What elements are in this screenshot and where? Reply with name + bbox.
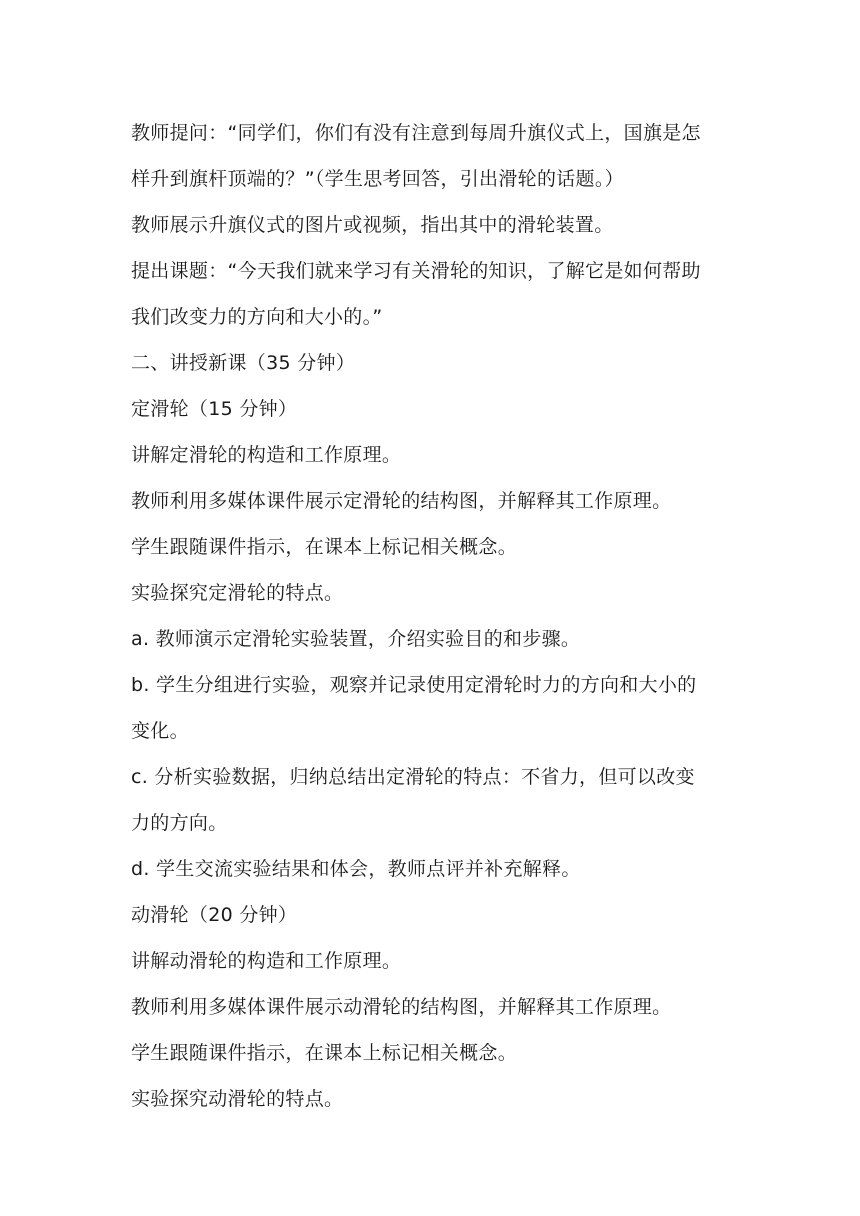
- intro-question-line-2: 样升到旗杆顶端的？”（学生思考回答，引出滑轮的话题。）: [131, 168, 624, 190]
- subheading-fixed-pulley: 定滑轮（15 分钟）: [131, 398, 298, 420]
- document-page: [131, 110, 736, 1122]
- fixed-pulley-step-b-line-1: b. 学生分组进行实验，观察并记录使用定滑轮时力的方向和大小的: [131, 674, 697, 696]
- fixed-pulley-experiment: 实验探究定滑轮的特点。: [131, 582, 344, 604]
- fixed-pulley-step-b-line-2: 变化。: [131, 720, 189, 742]
- fixed-pulley-step-c-line-1: c. 分析实验数据，归纳总结出定滑轮的特点：不省力，但可以改变: [131, 766, 695, 788]
- movable-pulley-explain: 讲解动滑轮的构造和工作原理。: [131, 950, 402, 972]
- movable-pulley-experiment: 实验探究动滑轮的特点。: [131, 1088, 344, 1110]
- movable-pulley-multimedia: 教师利用多媒体课件展示动滑轮的结构图，并解释其工作原理。: [131, 996, 672, 1018]
- fixed-pulley-step-d: d. 学生交流实验结果和体会，教师点评并补充解释。: [131, 858, 581, 880]
- movable-pulley-mark-concepts: 学生跟随课件指示，在课本上标记相关概念。: [131, 1042, 518, 1064]
- fixed-pulley-step-c-line-2: 力的方向。: [131, 812, 228, 834]
- fixed-pulley-multimedia: 教师利用多媒体课件展示定滑轮的结构图，并解释其工作原理。: [131, 490, 672, 512]
- topic-intro-line-1: 提出课题：“今天我们就来学习有关滑轮的知识，了解它是如何帮助: [131, 260, 701, 282]
- fixed-pulley-mark-concepts: 学生跟随课件指示，在课本上标记相关概念。: [131, 536, 518, 558]
- subheading-movable-pulley: 动滑轮（20 分钟）: [131, 904, 298, 926]
- intro-question-line-1: 教师提问：“同学们，你们有没有注意到每周升旗仪式上，国旗是怎: [131, 122, 701, 144]
- intro-show-media: 教师展示升旗仪式的图片或视频，指出其中的滑轮装置。: [131, 214, 614, 236]
- topic-intro-line-2: 我们改变力的方向和大小的。”: [131, 306, 383, 328]
- section-heading-new-lesson: 二、讲授新课（35 分钟）: [131, 352, 356, 374]
- fixed-pulley-step-a: a. 教师演示定滑轮实验装置，介绍实验目的和步骤。: [131, 628, 581, 650]
- fixed-pulley-explain: 讲解定滑轮的构造和工作原理。: [131, 444, 402, 466]
